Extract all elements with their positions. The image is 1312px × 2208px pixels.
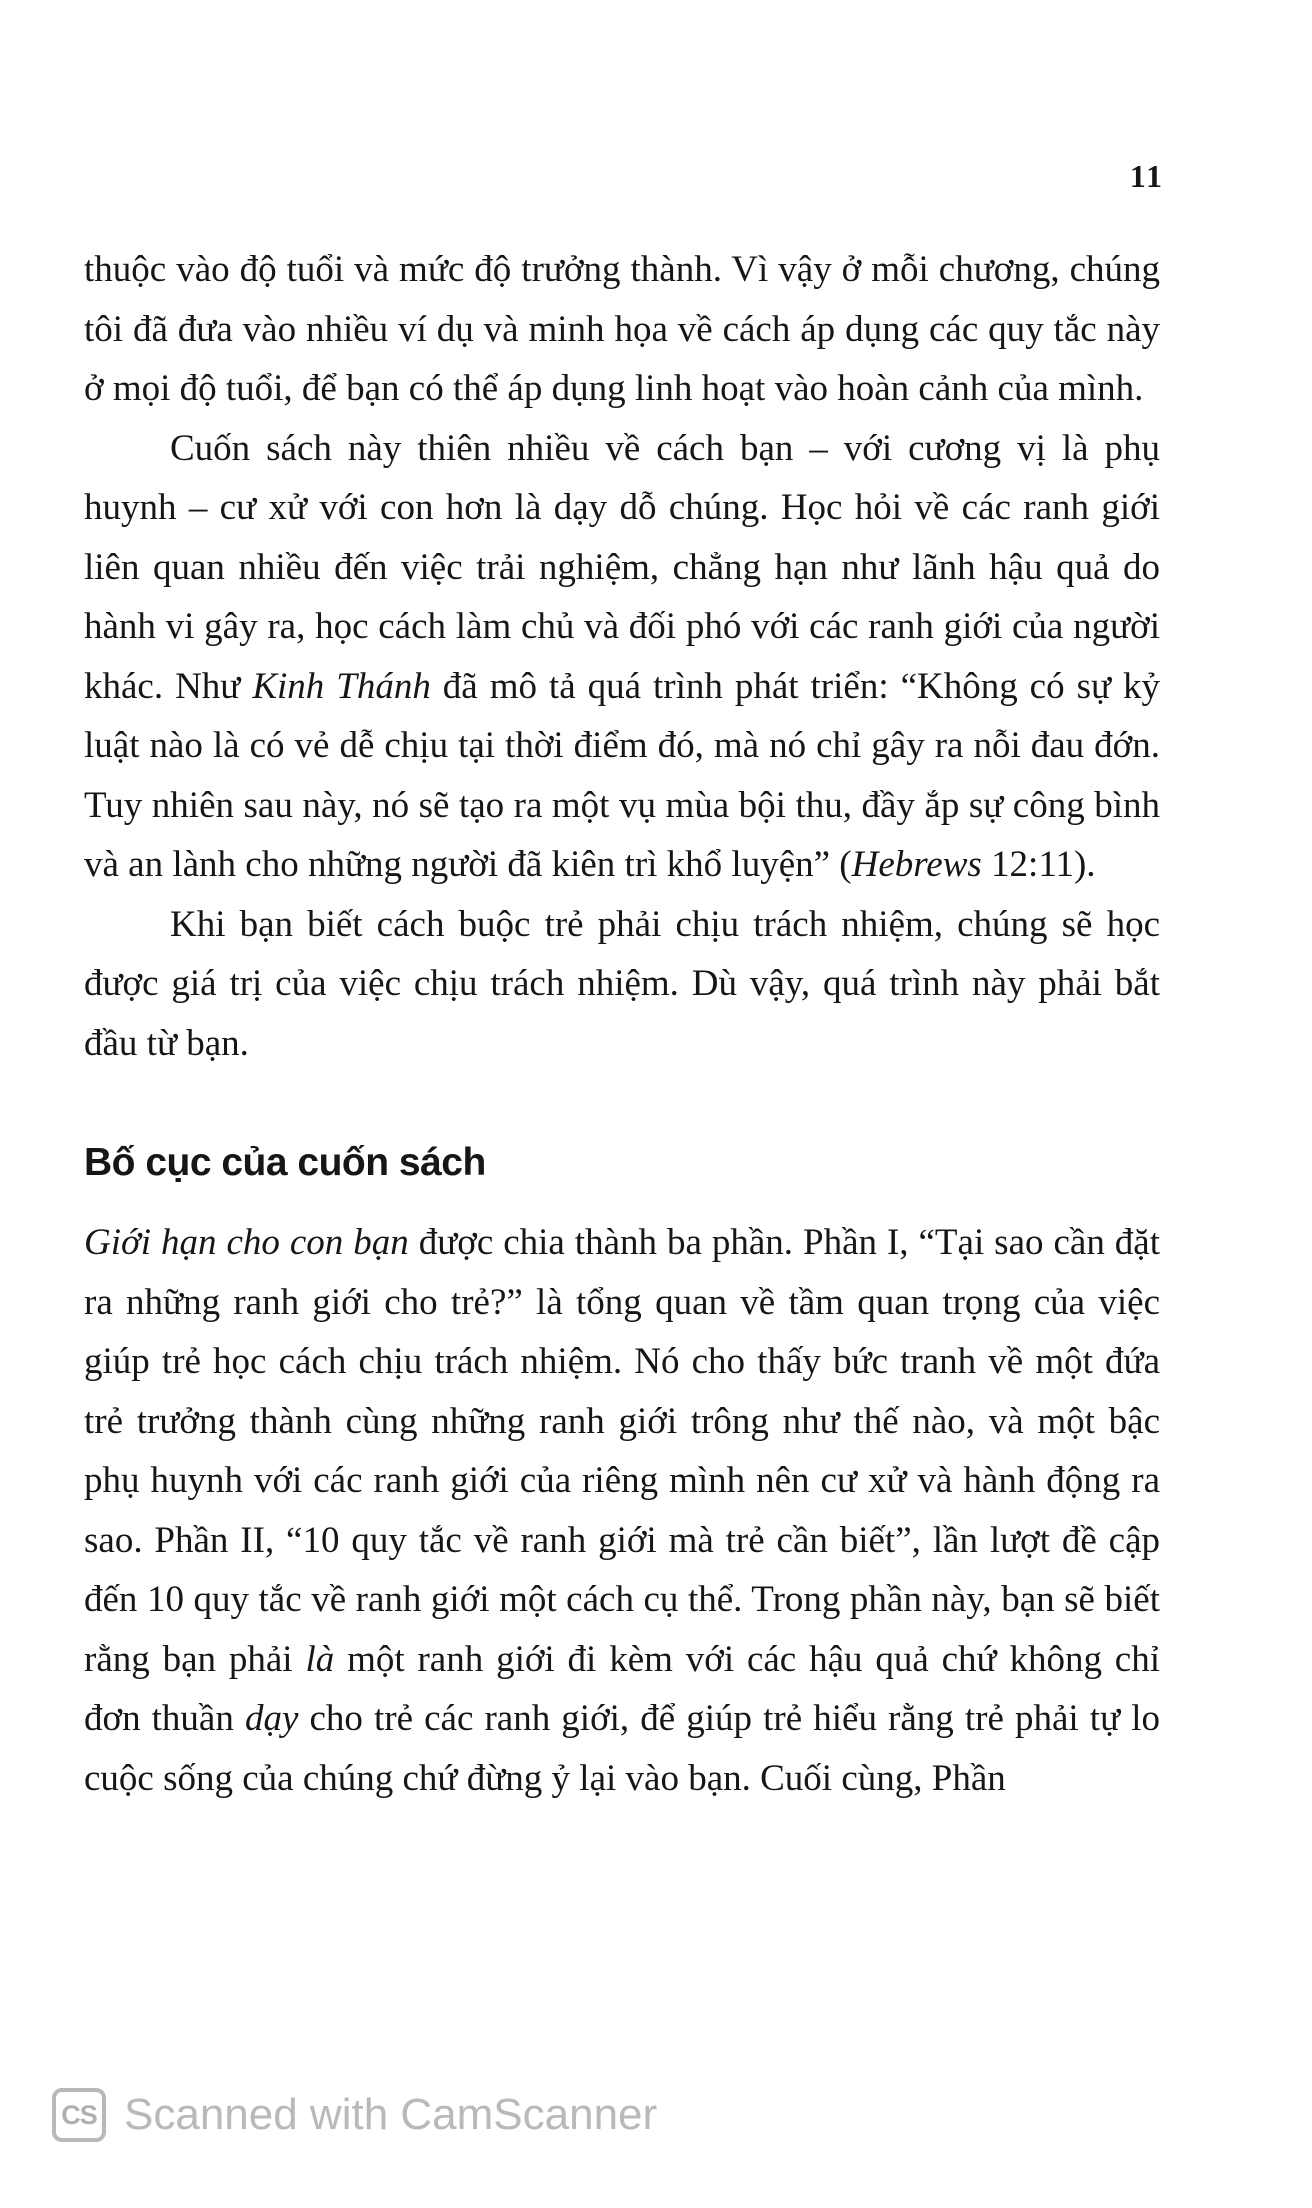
- page-number: 11: [1129, 158, 1164, 194]
- text-run: Khi bạn biết cách buộc trẻ phải chịu trách nhiệm, chúng sẽ học được giá trị của việc chịu trách nhiệm. Dù vậy, quá trình này phải bắt đầu từ bạn.: [84, 903, 1160, 1064]
- italic-text-run: Giới hạn cho con bạn: [84, 1222, 409, 1263]
- intro-text: [84, 240, 1160, 1073]
- section-text: [84, 1213, 1160, 1808]
- text-run: cho trẻ các ranh giới, để giúp trẻ hiểu rằng trẻ phải tự lo cuộc sống của chúng chứ đừng ỷ lại vào bạn. Cuối cùng, Phần: [84, 1698, 1160, 1799]
- section-heading: Bố cục của cuốn sách: [84, 1141, 486, 1184]
- text-run: một ranh giới đi kèm với các hậu quả chứ không chỉ đơn thuần: [84, 1638, 1161, 1739]
- watermark-text: Scanned with CamScanner: [124, 2090, 658, 2139]
- paragraph: [84, 1213, 1160, 1808]
- italic-text-run: dạy: [244, 1698, 299, 1739]
- paragraph: [84, 895, 1160, 1074]
- camscanner-watermark: [52, 2088, 657, 2142]
- paragraph: [84, 240, 1160, 419]
- text-run: thuộc vào độ tuổi và mức độ trưởng thành. Vì vậy ở mỗi chương, chúng tôi đã đưa vào nhiều ví dụ và minh họa về cách áp dụng các quy tắc này ở mọi độ tuổi, để bạn có thể áp dụng linh hoạt vào hoàn cảnh của mình.: [84, 249, 1160, 409]
- italic-text-run: Kinh Thánh: [252, 665, 431, 707]
- italic-text-run: Hebrews: [851, 844, 982, 885]
- text-run: 12:11).: [981, 844, 1096, 885]
- text-run: được chia thành ba phần. Phần I, “Tại sao cần đặt ra những ranh giới cho trẻ?” là tổng quan về tầm quan trọng của việc giúp trẻ học cách chịu trách nhiệm. Nó cho thấy bức tranh về một đứa trẻ trưởng thành cùng những ranh giới trông như thế nào, và một bậc phụ huynh với các ranh giới của riêng mình nên cư xử và hành động ra sao. Phần II, “10 quy tắc về ranh giới mà trẻ cần biết”, lần lượt đề cập đến 10 quy tắc về ranh giới một cách cụ thể. Trong phần này, bạn sẽ biết rằng bạn phải: [84, 1222, 1160, 1680]
- page-body: [84, 240, 1160, 1808]
- text-run: đã mô tả quá trình phát triển: “Không có sự kỷ luật nào là có vẻ dễ chịu tại thời điểm đó, mà nó chỉ gây ra nỗi đau đớn. Tuy nhiên sau này, nó sẽ tạo ra một vụ mùa bội thu, đầy ắp sự công bình và an lành cho những người đã kiên trì khổ luyện” (: [84, 665, 1160, 885]
- paragraph: [84, 419, 1160, 895]
- text-run: Cuốn sách này thiên nhiều về cách bạn – với cương vị là phụ huynh – cư xử với con hơn là dạy dỗ chúng. Học hỏi về các ranh giới liên quan nhiều đến việc trải nghiệm, chẳng hạn như lãnh hậu quả do hành vi gây ra, học cách làm chủ và đối phó với các ranh giới của người khác. Như: [84, 427, 1160, 707]
- italic-text-run: là: [305, 1638, 335, 1680]
- camscanner-logo-icon: CS: [52, 2088, 106, 2142]
